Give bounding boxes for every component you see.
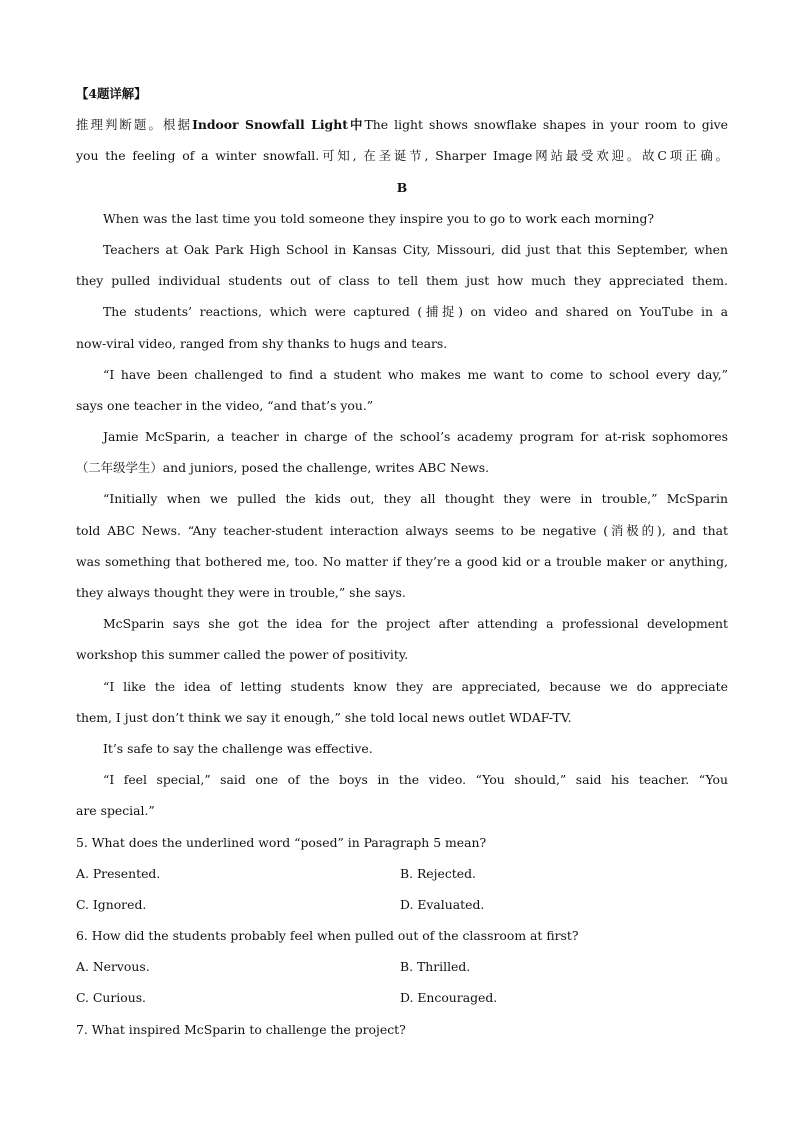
question-6-options-row-1 — [76, 951, 728, 982]
passage-line: （二年级学生）and juniors, posed the challenge, writes ABC News. — [76, 460, 490, 476]
passage-line: told ABC News. “Any teacher-student interaction always seems to be negative (消极的), and that — [76, 522, 728, 538]
passage-line: they pulled individual students out of class to tell them just how much they appreciated them. — [76, 273, 728, 289]
question-5-options-row-2 — [76, 889, 728, 920]
passage-line: It’s safe to say the challenge was effective. — [103, 740, 373, 756]
passage-line: was something that bothered me, too. No matter if they’re a good kid or a trouble maker or anything, — [76, 553, 728, 569]
answer-4-quote: The light shows snowflake shapes in your room to give — [364, 117, 728, 133]
passage-line: When was the last time you told someone they inspire you to go to work each morning? — [103, 210, 655, 226]
passage-line: now-viral video, ranged from shy thanks to hugs and tears. — [76, 335, 448, 351]
passage-label: B — [396, 179, 408, 195]
passage-line: them, I just don’t think we say it enough,” she told local news outlet WDAF-TV. — [76, 709, 572, 725]
question-5-option-c: C. Ignored. — [76, 896, 147, 912]
passage-line: “I have been challenged to find a student who makes me want to come to school every day,” — [103, 366, 728, 382]
passage-line: The students’ reactions, which were captured (捕捉) on video and shared on YouTube in a — [103, 304, 728, 320]
passage-line: says one teacher in the video, “and that’s you.” — [76, 397, 374, 413]
question-7-stem: 7. What inspired McSparin to challenge the project? — [76, 1021, 406, 1037]
passage-line: “I like the idea of letting students know they are appreciated, because we do appreciate — [103, 678, 728, 694]
passage-line: Teachers at Oak Park High School in Kansas City, Missouri, did just that this September, when — [103, 241, 728, 257]
question-6-option-c: C. Curious. — [76, 990, 146, 1006]
answer-4-zhong: 中 — [347, 117, 365, 133]
answer-4-line-2: you the feeling of a winter snowfall.可知, 在圣诞节, Sharper Image网站最受欢迎。故C项正确。 — [76, 148, 728, 164]
question-6-option-d: D. Encouraged. — [400, 990, 498, 1006]
passage-line: Jamie McSparin, a teacher in charge of the school’s academy program for at-risk sophomores — [103, 429, 728, 445]
answer-4-prefix: 推理判断题。根据 — [76, 117, 193, 133]
question-5-option-b: B. Rejected. — [400, 865, 476, 881]
question-6-options-row-2 — [76, 982, 728, 1013]
answer-4-line-1 — [76, 109, 728, 140]
document-page — [76, 78, 728, 1045]
passage-line: McSparin says she got the idea for the project after attending a professional development — [103, 616, 728, 632]
question-5-option-d: D. Evaluated. — [400, 896, 485, 912]
answer-4-product-title: Indoor Snowfall Light — [192, 117, 348, 133]
passage-line: “I feel special,” said one of the boys in the video. “You should,” said his teacher. “You — [103, 772, 728, 788]
passage-line: “Initially when we pulled the kids out, they all thought they were in trouble,” McSparin — [103, 491, 728, 507]
question-5-options-row-1 — [76, 858, 728, 889]
passage-line: workshop this summer called the power of positivity. — [76, 647, 409, 663]
passage-line: are special.” — [76, 803, 155, 819]
question-6-option-b: B. Thrilled. — [400, 959, 471, 975]
question-6-option-a: A. Nervous. — [76, 959, 150, 975]
passage-line: they always thought they were in trouble,” she says. — [76, 585, 406, 600]
answer-4-heading: 【4题详解】 — [76, 86, 147, 101]
question-5-stem: 5. What does the underlined word “posed” in Paragraph 5 mean? — [76, 834, 487, 850]
question-5-option-a: A. Presented. — [76, 865, 161, 881]
question-6-stem: 6. How did the students probably feel when pulled out of the classroom at first? — [76, 928, 579, 944]
